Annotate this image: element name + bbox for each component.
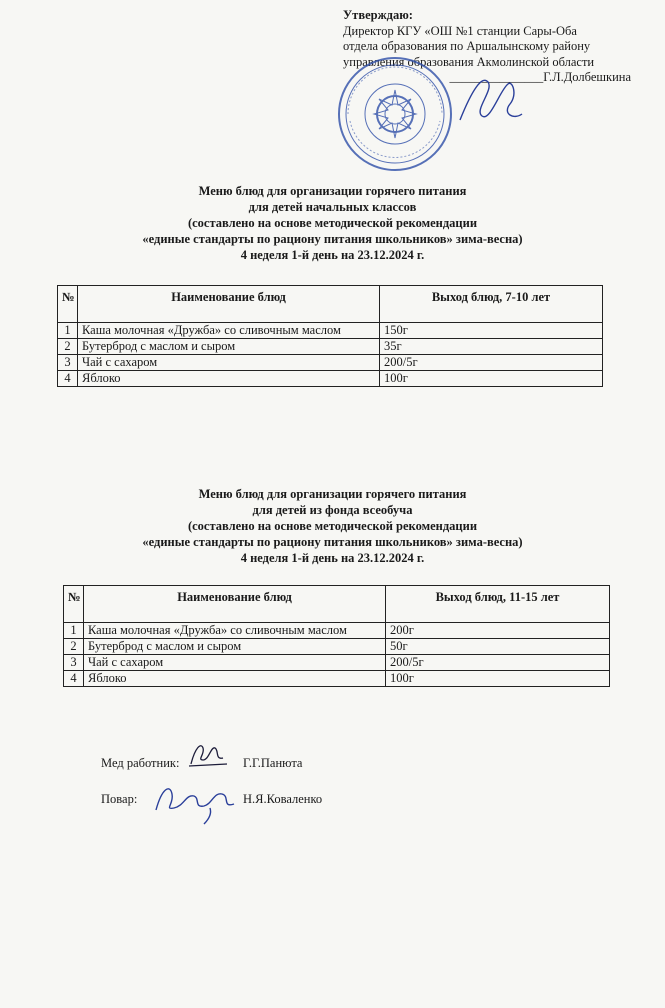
row-number: 1 [58,323,78,339]
menu2-heading-line-4: «единые стандарты по рациону питания школьников» зима-весна) [142,535,523,549]
approval-signatory: _______________Г.Л.Долбешкина [449,70,631,84]
cook-label: Повар: [101,792,138,806]
med-worker-signature-icon [185,738,230,770]
row-number: 2 [58,339,78,355]
dish-name: Чай с сахаром [78,355,380,371]
table-row [64,623,610,639]
cook-signature-icon [150,780,245,825]
portion-size: 100г [386,671,610,687]
column-header-portion: Выход блюд, 7-10 лет [380,286,603,323]
table-row [58,323,603,339]
cook-name: Н.Я.Коваленко [243,792,323,806]
menu1-table [57,285,603,387]
column-header-dish: Наименование блюд [84,586,386,623]
menu2-heading-line-3: (составлено на основе методической рекомендации [187,519,478,533]
menu2-table [63,585,610,687]
menu1-heading-line-5: 4 неделя 1-й день на 23.12.2024 г. [240,248,425,262]
row-number: 4 [58,371,78,387]
official-seal-icon [336,55,454,173]
table-header-row [64,586,610,623]
approval-line-1: Директор КГУ «ОШ №1 станции Сары-Оба [343,23,577,38]
row-number: 3 [58,355,78,371]
row-number: 4 [64,671,84,687]
table-row [58,355,603,371]
table-row [58,371,603,387]
menu1-heading-line-3: (составлено на основе методической рекомендации [187,216,478,230]
dish-name: Бутерброд с маслом и сыром [84,639,386,655]
column-header-portion: Выход блюд, 11-15 лет [386,586,610,623]
med-worker-label: Мед работник: [101,756,180,770]
table-row [64,655,610,671]
approval-line-2: отдела образования по Аршалынскому району [343,39,591,53]
dish-name: Яблоко [78,371,380,387]
portion-size: 200г [386,623,610,639]
column-header-number: № [58,286,78,323]
menu1-heading-line-1: Меню блюд для организации горячего питания [198,184,467,198]
approval-title: Утверждаю: [343,8,413,22]
med-worker-name: Г.Г.Панюта [243,756,303,770]
dish-name: Чай с сахаром [84,655,386,671]
menu2-heading-line-2: для детей из фонда всеобуча [252,503,413,517]
portion-size: 200/5г [380,355,603,371]
menu1-heading [0,183,665,263]
portion-size: 35г [380,339,603,355]
portion-size: 100г [380,371,603,387]
menu2-heading-line-1: Меню блюд для организации горячего питания [198,487,467,501]
menu2-heading [0,486,665,566]
menu2-heading-line-5: 4 неделя 1-й день на 23.12.2024 г. [240,551,425,565]
portion-size: 150г [380,323,603,339]
dish-name: Бутерброд с маслом и сыром [78,339,380,355]
table-row [58,339,603,355]
director-signature-icon [452,70,524,130]
table-row [64,639,610,655]
row-number: 1 [64,623,84,639]
dish-name: Каша молочная «Дружба» со сливочным маслом [78,323,380,339]
table-row [64,671,610,687]
row-number: 2 [64,639,84,655]
column-header-dish: Наименование блюд [78,286,380,323]
dish-name: Каша молочная «Дружба» со сливочным маслом [84,623,386,639]
portion-size: 200/5г [386,655,610,671]
portion-size: 50г [386,639,610,655]
approval-line-3: управления образования Акмолинской области [343,54,595,69]
row-number: 3 [64,655,84,671]
menu1-heading-line-2: для детей начальных классов [248,200,417,214]
table-header-row [58,286,603,323]
dish-name: Яблоко [84,671,386,687]
menu1-heading-line-4: «единые стандарты по рациону питания школьников» зима-весна) [142,232,523,246]
column-header-number: № [64,586,84,623]
